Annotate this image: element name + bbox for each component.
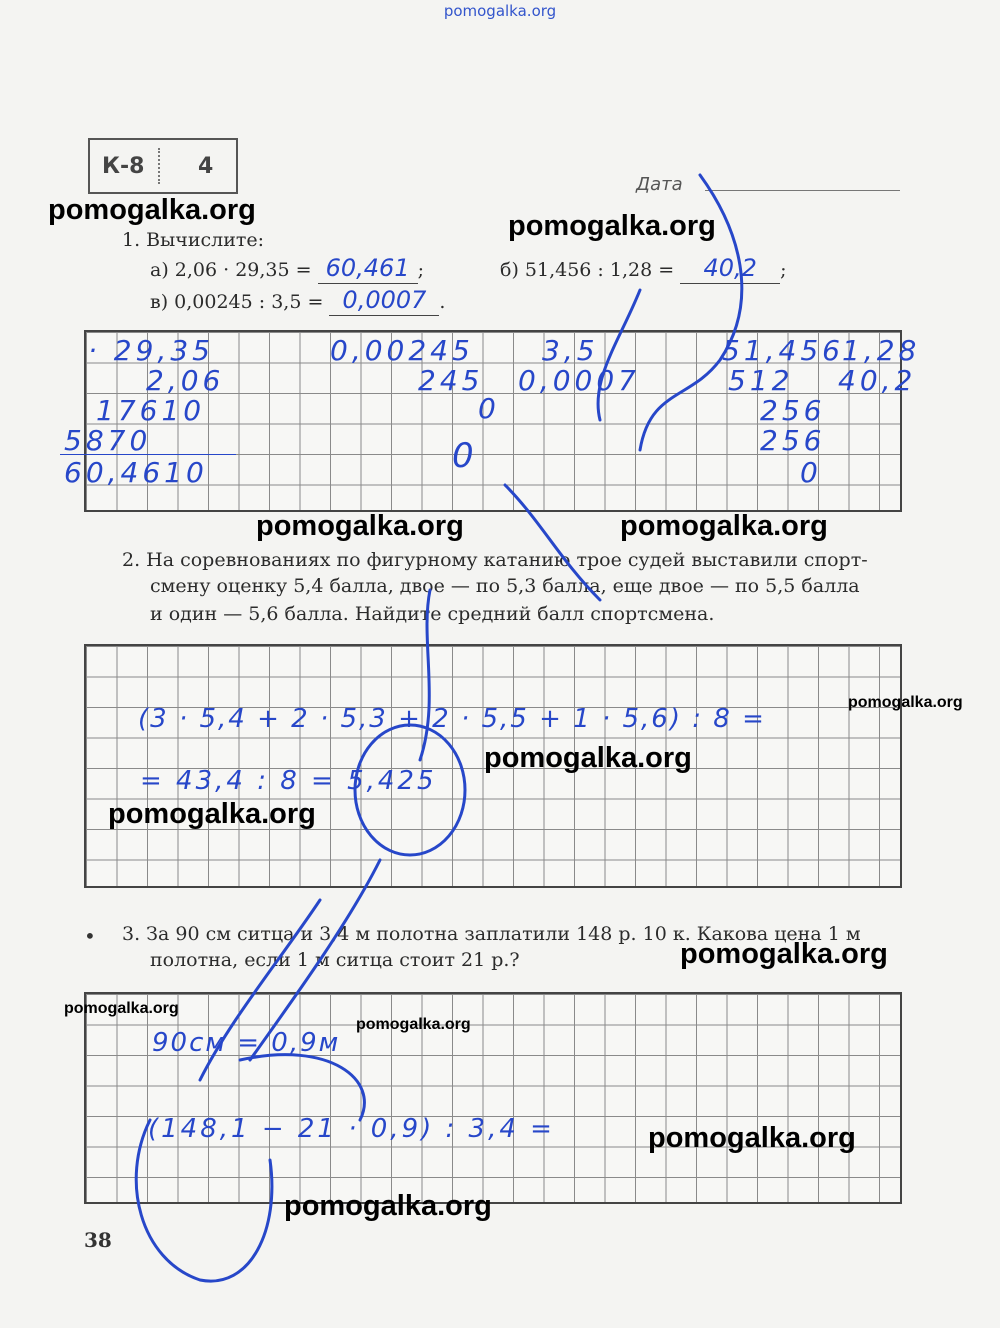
watermark-8: pomogalka.org bbox=[680, 938, 888, 970]
watermark-5: pomogalka.org bbox=[848, 694, 963, 711]
watermark-11: pomogalka.org bbox=[648, 1122, 856, 1154]
task3-bullet: • bbox=[84, 924, 96, 948]
div1-quotient: 0,0007 bbox=[518, 364, 640, 397]
watermark-9: pomogalka.org bbox=[64, 1000, 179, 1017]
task1-a-answer: 60,461 bbox=[318, 254, 418, 284]
watermark-3: pomogalka.org bbox=[256, 510, 464, 542]
variant-number: 4 bbox=[198, 154, 214, 179]
div1-divisor: 3,5 bbox=[542, 334, 599, 367]
mult-result-line bbox=[60, 454, 236, 455]
task3-work-line-2: (148,1 − 21 · 0,9) : 3,4 = bbox=[148, 1114, 555, 1144]
date-field[interactable] bbox=[705, 190, 900, 191]
div2-line-3: 256 bbox=[760, 394, 826, 427]
div1-remainder: 0 bbox=[478, 392, 500, 425]
task1-a-expr: а) 2,06 · 29,35 = bbox=[150, 259, 312, 281]
task3-line-2: полотна, если 1 м ситца стоит 21 р.? bbox=[150, 949, 520, 971]
div2-dividend: 51,456 bbox=[722, 334, 844, 367]
mult-line-3: 17610 bbox=[96, 394, 206, 427]
div1-dividend: 0,00245 bbox=[330, 334, 474, 367]
watermark-4: pomogalka.org bbox=[620, 510, 828, 542]
worksheet-header-box bbox=[88, 138, 238, 194]
watermark-7: pomogalka.org bbox=[108, 798, 316, 830]
watermark-2: pomogalka.org bbox=[508, 210, 716, 242]
site-header-link[interactable]: pomogalka.org bbox=[443, 2, 557, 20]
div2-quotient: 40,2 bbox=[838, 364, 917, 397]
task1-c-answer: 0,0007 bbox=[329, 286, 439, 316]
page-number: 38 bbox=[84, 1228, 112, 1252]
worksheet-code: К-8 bbox=[102, 154, 145, 179]
watermark-10: pomogalka.org bbox=[356, 1016, 471, 1033]
task2-work-line-2: = 43,4 : 8 = 5,425 bbox=[140, 766, 437, 796]
task3-line-1: 3. За 90 см ситца и 3,4 м полотна заплатили 148 р. 10 к. Какова цена 1 м bbox=[122, 923, 861, 945]
task1-c-expression: в) 0,00245 : 3,5 = 0,0007 . bbox=[150, 286, 446, 314]
task1-title: 1. Вычислите: bbox=[122, 229, 265, 251]
div2-line-2: 512 bbox=[728, 364, 794, 397]
div2-line-4: 256 bbox=[760, 424, 826, 457]
watermark-12: pomogalka.org bbox=[284, 1190, 492, 1222]
task3-work-line-1: 90см = 0,9м bbox=[152, 1028, 341, 1058]
task1-c-expr: в) 0,00245 : 3,5 = bbox=[150, 291, 324, 313]
task1-a-expression: а) 2,06 · 29,35 = 60,461 ; bbox=[150, 254, 425, 282]
zero-mark: 0 bbox=[452, 436, 478, 476]
task2-line-1: 2. На соревнованиях по фигурному катанию трое судей выставили спорт- bbox=[122, 549, 868, 571]
date-label: Дата bbox=[636, 174, 683, 195]
task2-line-2: смену оценку 5,4 балла, двое — по 5,3 балла, еще двое — по 5,5 балла bbox=[150, 575, 860, 597]
div2-divisor: 1,28 bbox=[842, 334, 921, 367]
binder-ring-icon bbox=[158, 148, 166, 184]
div2-line-5: 0 bbox=[800, 456, 822, 489]
mult-line-4: 5870 bbox=[64, 424, 152, 457]
mult-line-5: 60,4610 bbox=[64, 456, 208, 489]
mult-line-1: · 29,35 bbox=[88, 334, 214, 367]
mult-line-2: 2,06 bbox=[146, 364, 225, 397]
watermark-1: pomogalka.org bbox=[48, 194, 256, 226]
div1-subtrahend: 245 bbox=[418, 364, 484, 397]
task2-line-3: и один — 5,6 балла. Найдите средний балл спортсмена. bbox=[150, 603, 715, 625]
task3-work-grid bbox=[84, 992, 902, 1204]
task2-work-line-1: (3 · 5,4 + 2 · 5,3 + 2 · 5,5 + 1 · 5,6) : 8 = bbox=[138, 704, 766, 734]
task1-b-answer: 40,2 bbox=[680, 254, 780, 284]
task1-b-expression: б) 51,456 : 1,28 = 40,2 ; bbox=[500, 254, 787, 282]
watermark-6: pomogalka.org bbox=[484, 742, 692, 774]
task1-b-expr: б) 51,456 : 1,28 = bbox=[500, 259, 675, 281]
